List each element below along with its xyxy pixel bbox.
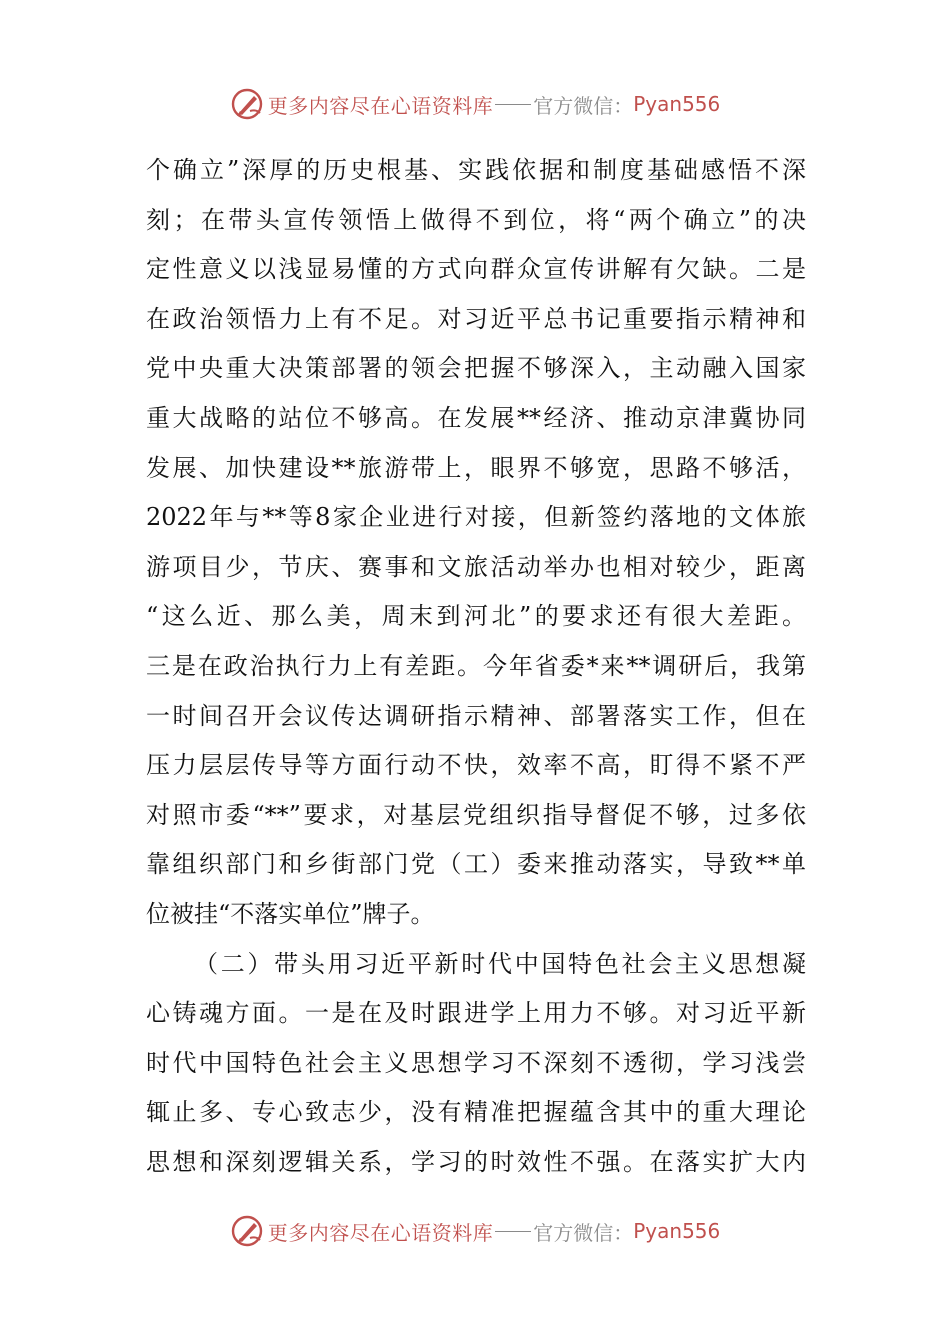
footer-watermark xyxy=(0,1211,950,1251)
document-body xyxy=(146,146,806,1187)
watermark-wechat-id: Pyan556 xyxy=(633,92,721,116)
watermark-label: 官方微信： xyxy=(533,93,634,118)
watermark-dash xyxy=(495,1231,531,1232)
header-watermark xyxy=(0,84,950,124)
text-line: 思想和深刻逻辑关系，学习的时效性不强。在落实扩大内 xyxy=(146,1147,806,1176)
text-line: 靠组织部门和乡街部门党（工）委来推动落实，导致**单 xyxy=(146,850,806,879)
text-line: 刻；在带头宣传领悟上做得不到位，将“两个确立”的决 xyxy=(146,205,806,234)
text-line: 心铸魂方面。一是在及时跟进学上用力不够。对习近平新 xyxy=(146,999,806,1028)
text-line: 三是在政治执行力上有差距。今年省委*来**调研后，我第 xyxy=(146,651,806,680)
watermark-site-name: 更多内容尽在心语资料库 xyxy=(267,93,494,118)
watermark-wechat-id: Pyan556 xyxy=(633,1219,721,1243)
text-line: 党中央重大决策部署的领会把握不够深入，主动融入国家 xyxy=(146,354,806,383)
text-line: 定性意义以浅显易懂的方式向群众宣传讲解有欠缺。二是 xyxy=(146,255,806,284)
text-line: 辄止多、专心致志少，没有精准把握蕴含其中的重大理论 xyxy=(146,1098,806,1127)
watermark-site-name: 更多内容尽在心语资料库 xyxy=(267,1220,494,1245)
text-line: 个确立”深厚的历史根基、实践依据和制度基础感悟不深 xyxy=(146,156,806,184)
text-line: 2022年与**等8家企业进行对接，但新签约落地的文体旅 xyxy=(146,503,806,532)
text-line: 重大战略的站位不够高。在发展**经济、推动京津冀协同 xyxy=(146,403,806,432)
text-line: 压力层层传导等方面行动不快，效率不高，盯得不紧不严 xyxy=(146,751,806,780)
text-line: 游项目少，节庆、赛事和文旅活动举办也相对较少，距离 xyxy=(146,552,806,581)
text-line: “这么近、那么美，周末到河北”的要求还有很大差距。 xyxy=(146,602,806,631)
text-line: 对照市委“**”要求，对基层党组织指导督促不够，过多依 xyxy=(146,800,806,829)
section-heading-line: （二）带头用习近平新时代中国特色社会主义思想凝 xyxy=(194,949,806,978)
watermark-dash xyxy=(495,104,531,105)
text-line: 在政治领悟力上有不足。对习近平总书记重要指示精神和 xyxy=(146,304,806,333)
text-line: 时代中国特色社会主义思想学习不深刻不透彻，学习浅尝 xyxy=(146,1048,806,1077)
watermark-label: 官方微信： xyxy=(533,1220,634,1245)
text-line: 位被挂“不落实单位”牌子。 xyxy=(146,899,435,928)
text-line: 一时间召开会议传达调研指示精神、部署落实工作，但在 xyxy=(146,701,806,730)
pen-logo-icon xyxy=(230,87,264,121)
pen-logo-icon xyxy=(230,1214,264,1248)
text-line: 发展、加快建设**旅游带上，眼界不够宽，思路不够活， xyxy=(146,453,806,482)
